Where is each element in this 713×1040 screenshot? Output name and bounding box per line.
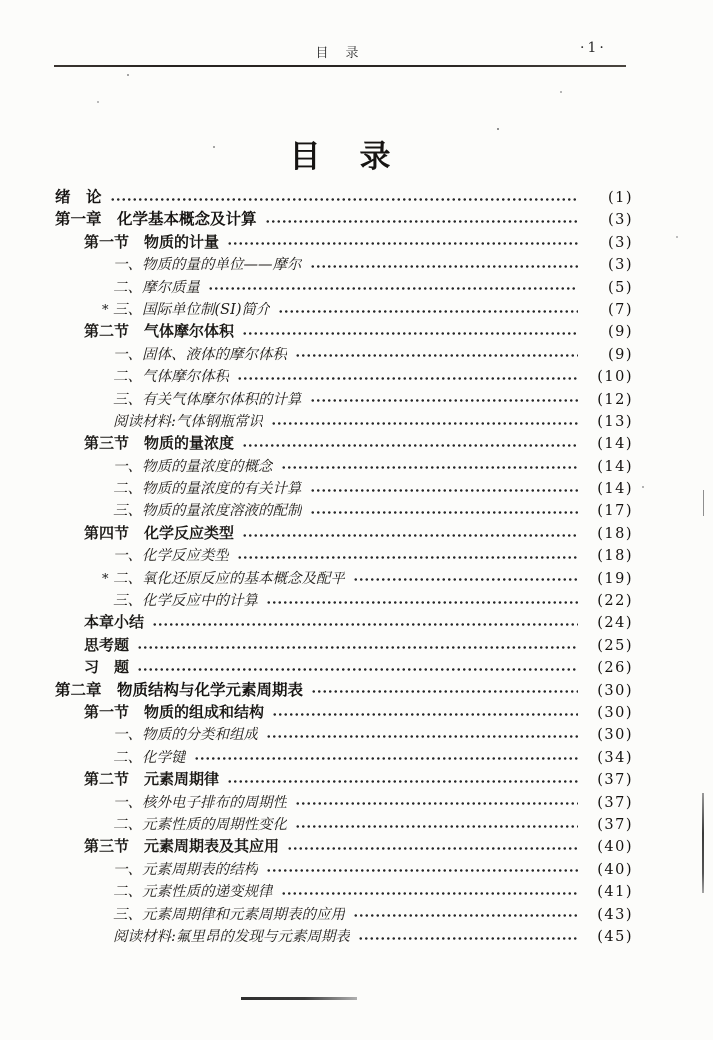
toc-entry-label: 绪 论 (55, 189, 102, 206)
toc-entry (55, 545, 633, 567)
toc-entry-page: (14) (597, 481, 633, 498)
scan-speck (127, 74, 129, 76)
toc-entry-label: 第一章 化学基本概念及计算 (55, 211, 257, 229)
toc-entry-page: (45) (597, 928, 633, 945)
toc-entry-page: (22) (597, 593, 633, 610)
dot-leader (281, 891, 579, 896)
scan-speck (213, 146, 215, 148)
dot-leader (310, 510, 579, 515)
toc-entry-page: (3) (607, 257, 633, 274)
toc-entry-page: (25) (597, 637, 633, 654)
running-header-title: 目 录 (315, 46, 361, 61)
toc-entry-page: (37) (597, 772, 633, 789)
footer-scan-mark (241, 997, 357, 1000)
dot-leader (110, 197, 578, 202)
toc-entry (55, 724, 633, 746)
toc-entry (55, 792, 633, 814)
toc-entry-page: (5) (607, 279, 633, 296)
toc-entry (55, 500, 633, 522)
toc-entry-label: 二、气体摩尔体积 (113, 369, 229, 386)
dot-leader (295, 353, 578, 358)
toc-entry-label: 本章小结 (84, 614, 145, 632)
toc-entry (55, 456, 633, 478)
toc-entry-label: 第一节 物质的组成和结构 (84, 703, 265, 721)
toc-entry-label: 三、化学反应中的计算 (113, 593, 258, 610)
toc-entry (55, 680, 633, 702)
scan-speck (497, 128, 499, 130)
toc-entry (55, 523, 633, 545)
toc-entry (55, 702, 633, 724)
toc-entry (55, 254, 633, 276)
toc-entry (55, 389, 633, 411)
toc-entry (55, 187, 633, 209)
toc-entry-page: (30) (597, 727, 633, 744)
toc-entry-page: (40) (597, 839, 633, 856)
toc-entry-page: (12) (597, 391, 633, 408)
dot-leader (295, 801, 578, 806)
toc-entry-label: 二、氧化还原反应的基本概念及配平 (113, 570, 345, 587)
toc-entry-page: (30) (597, 682, 633, 699)
toc-entry-page: (9) (607, 324, 633, 341)
toc-entry-label: 一、物质的量浓度的概念 (113, 458, 273, 475)
dot-leader (310, 488, 579, 493)
header-rule (54, 65, 626, 67)
toc-entry (55, 926, 633, 948)
dot-leader (287, 846, 578, 851)
toc-entry (55, 411, 633, 433)
toc-entry-label: 习 题 (84, 659, 130, 677)
toc-entry (55, 366, 633, 388)
dot-leader (152, 622, 578, 627)
toc-entry-label: 一、固体、液体的摩尔体积 (113, 346, 287, 363)
toc-entry-page: (41) (597, 884, 633, 901)
toc-entry-label: 二、摩尔质量 (113, 279, 200, 296)
dot-leader (353, 913, 578, 918)
toc-entry (55, 299, 633, 321)
scan-edge-artifact (703, 490, 704, 516)
toc-entry-label: 三、物质的量浓度溶液的配制 (113, 503, 302, 520)
toc-entry-page: (14) (597, 436, 633, 453)
dot-leader (266, 600, 578, 605)
dot-leader (266, 734, 578, 739)
toc-entry-page: (37) (597, 794, 633, 811)
toc-entry-label: 第二节 元素周期律 (84, 771, 220, 789)
toc-entry (55, 814, 633, 836)
toc-entry-page: (9) (607, 346, 633, 363)
dot-leader (310, 264, 579, 269)
toc-entry-label: 第三节 物质的量浓度 (84, 435, 235, 453)
dot-leader (208, 286, 578, 291)
optional-section-star: * (102, 302, 109, 318)
toc-entry-page: (10) (597, 369, 633, 386)
toc-entry (55, 612, 633, 634)
page-number: ·1· (580, 40, 607, 56)
toc-entry-page: (18) (597, 525, 633, 542)
toc-entry-page: (18) (597, 548, 633, 565)
dot-leader (137, 667, 578, 672)
toc-entry-label: 二、化学键 (113, 749, 186, 766)
dot-leader (310, 398, 579, 403)
toc-entry (55, 321, 633, 343)
toc-entry-label: 一、物质的分类和组成 (113, 727, 258, 744)
optional-section-star: * (102, 571, 109, 587)
toc-entry-label: 一、核外电子排布的周期性 (113, 794, 287, 811)
toc-entry-page: (3) (607, 234, 633, 251)
toc-entry-label: 第二章 物质结构与化学元素周期表 (55, 681, 304, 699)
dot-leader (311, 689, 578, 694)
dot-leader (358, 936, 578, 941)
toc-entry-label: 第一节 物质的计量 (84, 233, 220, 251)
toc-entry-label: 二、物质的量浓度的有关计算 (113, 481, 302, 498)
toc-entry (55, 568, 633, 590)
toc-entry (55, 344, 633, 366)
toc-entry (55, 232, 633, 254)
toc-entry-page: (34) (597, 749, 633, 766)
toc-entry-label: 阅读材料:氟里昂的发现与元素周期表 (113, 928, 350, 945)
toc-entry-label: 阅读材料:气体钢瓶常识 (113, 413, 263, 430)
toc-entry-label: 思考题 (84, 636, 130, 654)
scan-speck (97, 101, 99, 103)
toc-entry-page: (17) (597, 503, 633, 520)
dot-leader (281, 465, 579, 470)
toc-entry-page: (7) (607, 301, 633, 318)
toc-entry (55, 881, 633, 903)
toc-entry-page: (3) (607, 212, 633, 229)
toc-entry-label: 第三节 元素周期表及其应用 (84, 838, 280, 856)
toc-entry-page: (30) (597, 704, 633, 721)
page-title: 目 录 (289, 139, 395, 175)
toc-entry-page: (26) (597, 660, 633, 677)
toc-entry (55, 747, 633, 769)
toc-entry-page: (1) (607, 190, 633, 206)
toc-entry-label: 一、元素周期表的结构 (113, 861, 258, 878)
scan-speck (560, 91, 562, 93)
toc-entry-page: (37) (597, 816, 633, 833)
toc-entry-label: 三、有关气体摩尔体积的计算 (113, 391, 302, 408)
dot-leader (271, 421, 578, 426)
toc-entry (55, 859, 633, 881)
dot-leader (266, 868, 578, 873)
toc-entry (55, 657, 633, 679)
toc-entry (55, 209, 633, 231)
toc-entry-label: 二、元素性质的递变规律 (113, 884, 273, 901)
toc-entry-page: (43) (597, 906, 633, 923)
dot-leader (295, 824, 578, 829)
toc-entry (55, 433, 633, 455)
toc-entry-label: 三、国际单位制(SI)简介 (113, 301, 271, 318)
scan-edge-artifact (702, 793, 704, 893)
dot-leader (353, 577, 578, 582)
toc-entry (55, 836, 633, 858)
toc-entry-label: 二、元素性质的周期性变化 (113, 816, 287, 833)
dot-leader (194, 756, 579, 761)
dot-leader (237, 555, 578, 560)
toc-entry (55, 769, 633, 791)
toc-entry-page: (13) (597, 413, 633, 430)
dot-leader (227, 779, 578, 784)
dot-leader (242, 443, 578, 448)
dot-leader (237, 376, 578, 381)
toc-entry-page: (24) (597, 615, 633, 632)
toc-entry (55, 478, 633, 500)
toc-list (55, 187, 633, 948)
toc-entry (55, 635, 633, 657)
dot-leader (272, 712, 578, 717)
toc-entry-label: 一、化学反应类型 (113, 548, 229, 565)
toc-entry-label: 第二节 气体摩尔体积 (84, 323, 235, 341)
toc-entry (55, 590, 633, 612)
toc-entry-page: (40) (597, 861, 633, 878)
scan-speck (676, 236, 678, 238)
toc-entry (55, 904, 633, 926)
dot-leader (242, 533, 578, 538)
toc-entry (55, 277, 633, 299)
dot-leader (227, 241, 578, 246)
toc-entry-page: (14) (597, 458, 633, 475)
scan-speck (642, 486, 644, 488)
dot-leader (265, 219, 578, 224)
dot-leader (278, 309, 578, 314)
dot-leader (242, 331, 578, 336)
toc-entry-page: (19) (597, 570, 633, 587)
toc-entry-label: 三、元素周期律和元素周期表的应用 (113, 906, 345, 923)
dot-leader (137, 645, 578, 650)
toc-entry-label: 第四节 化学反应类型 (84, 524, 235, 542)
toc-entry-label: 一、物质的量的单位——摩尔 (113, 257, 302, 274)
